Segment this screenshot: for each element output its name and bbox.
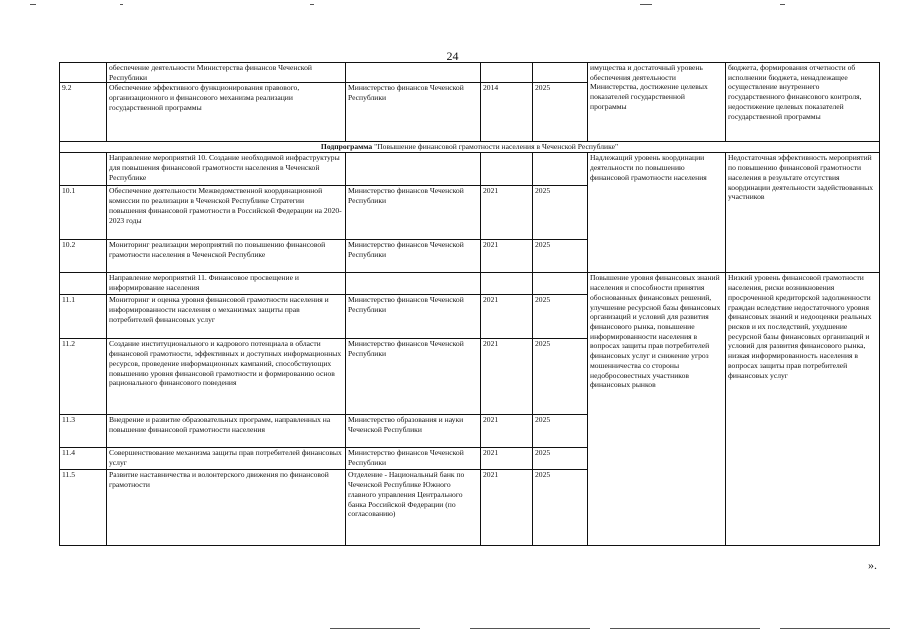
subprogram-row <box>60 142 880 153</box>
cell-measure: Обеспечение эффективного функционирования правового, организационного и финансового механизма реализации государственной программы <box>107 83 346 142</box>
cell-number: 11.1 <box>60 295 107 339</box>
cell-start-year: 2021 <box>481 470 533 546</box>
cell-direction: Направление мероприятий 10. Создание необходимой инфраструктуры для повышения финансовой грамотности населения в Чеченской Республике <box>107 153 346 186</box>
cell-end-year <box>533 153 588 186</box>
cell-number: 10.2 <box>60 240 107 273</box>
cell-start-year: 2021 <box>481 240 533 273</box>
cell-end-year: 2025 <box>533 83 588 142</box>
cell-start-year: 2021 <box>481 448 533 470</box>
cell-measure: Создание институционального и кадрового потенциала в области финансовой грамотности, эффективных и доступных информационных ресурсов, проведение информационных кампаний, способствующих повышению уровня финансовой грамотности и формированию основ рационального финансового поведения <box>107 339 346 415</box>
cell-executor <box>346 63 481 83</box>
cell-number <box>60 153 107 186</box>
table-row <box>60 153 880 186</box>
cell-risk: бюджета, формирования отчетности об исполнении бюджета, ненадлежащее осуществление внутреннего государственного финансового контроля, недостижение целевых показателей государственной программы <box>726 63 880 142</box>
cell-executor: Министерство финансов Чеченской Республики <box>346 339 481 415</box>
cell-measure: Развитие наставничества и волонтерского движения по финансовой грамотности <box>107 470 346 546</box>
cell-number: 10.1 <box>60 186 107 240</box>
cell-measure: Совершенствование механизма защиты прав потребителей финансовых услуг <box>107 448 346 470</box>
cell-end-year: 2025 <box>533 186 588 240</box>
cell-number <box>60 63 107 83</box>
cell-executor: Министерство образования и науки Чеченской Республики <box>346 415 481 448</box>
cell-measure: Внедрение и развитие образовательных программ, направленных на повышение финансовой грамотности населения <box>107 415 346 448</box>
scan-noise-top <box>0 4 905 10</box>
cell-end-year: 2025 <box>533 339 588 415</box>
cell-start-year: 2021 <box>481 339 533 415</box>
scan-noise-bottom <box>0 628 905 634</box>
cell-number: 9.2 <box>60 83 107 142</box>
subprogram-label: Подпрограмма <box>320 142 373 152</box>
cell-start-year: 2021 <box>481 415 533 448</box>
cell-end-year: 2025 <box>533 470 588 546</box>
cell-executor: Отделение - Национальный банк по Чеченской Республике Южного главного управления Центрального банка Российской Федерации (по согласованию) <box>346 470 481 546</box>
cell-start-year: 2014 <box>481 83 533 142</box>
cell-expected-result: Надлежащий уровень координации деятельности по повышению финансовой грамотности населения <box>588 153 726 273</box>
cell-direction: Направление мероприятий 11. Финансовое просвещение и информирование населения <box>107 273 346 295</box>
cell-executor <box>346 273 481 295</box>
cell-number: 11.2 <box>60 339 107 415</box>
cell-expected-result: имущества и достаточный уровень обеспечения деятельности Министерства, достижение целевых показателей государственной программы <box>588 63 726 142</box>
cell-end-year <box>533 273 588 295</box>
cell-expected-result: Повышение уровня финансовых знаний населения и способности принятия обоснованных финансовых решений, улучшение ресурсной базы финансовых организаций и условий для развития финансового рынка, повышение информированности населения в вопросах защиты прав потребителей финансовых услуг и снижение угроз мошенничества со стороны недобросовестных участников финансовых рынков <box>588 273 726 546</box>
cell-number: 11.4 <box>60 448 107 470</box>
closing-quote-mark: ». <box>868 558 877 572</box>
cell-executor: Министерство финансов Чеченской Республики <box>346 240 481 273</box>
table-row <box>60 273 880 295</box>
program-table <box>59 62 880 546</box>
cell-risk: Низкий уровень финансовой грамотности населения, риски возникновения просроченной кредиторской задолженности граждан вследствие недостаточного уровня финансовых знаний и недооценки реальных рисков и их последствий, ухудшение ресурсной базы финансовых организаций и условий для развития финансового рынка, низкая информированность населения в вопросах защиты прав потребителей финансовых услуг <box>726 273 880 546</box>
cell-measure: Мониторинг и оценка уровня финансовой грамотности населения и информированности населения о механизмах защиты прав потребителей финансовых услуг <box>107 295 346 339</box>
cell-executor: Министерство финансов Чеченской Республики <box>346 83 481 142</box>
cell-number <box>60 273 107 295</box>
page-number: 24 <box>446 49 459 63</box>
subprogram-name: "Повышение финансовой грамотности населения в Чеченской Республике" <box>372 142 619 152</box>
table-row <box>60 63 880 83</box>
cell-measure: Мониторинг реализации мероприятий по повышению финансовой грамотности населения в Чеченской Республике <box>107 240 346 273</box>
cell-start-year <box>481 273 533 295</box>
cell-measure: обеспечение деятельности Министерства финансов Чеченской Республики <box>107 63 346 83</box>
cell-end-year: 2025 <box>533 415 588 448</box>
cell-end-year <box>533 63 588 83</box>
cell-measure: Обеспечение деятельности Межведомственной координационной комиссии по реализации в Чеченской Республике Стратегии повышения финансовой грамотности в Российской Федерации на 2020-2023 годы <box>107 186 346 240</box>
cell-executor: Министерство финансов Чеченской Республики <box>346 295 481 339</box>
cell-start-year: 2021 <box>481 295 533 339</box>
cell-executor: Министерство финансов Чеченской Республики <box>346 448 481 470</box>
subprogram-title <box>60 142 880 153</box>
cell-risk: Недостаточная эффективность мероприятий по повышению финансовой грамотности населения в результате отсутствия координации деятельности задействованных участников <box>726 153 880 273</box>
cell-end-year: 2025 <box>533 240 588 273</box>
cell-number: 11.5 <box>60 470 107 546</box>
cell-start-year <box>481 63 533 83</box>
cell-number: 11.3 <box>60 415 107 448</box>
cell-executor: Министерство финансов Чеченской Республики <box>346 186 481 240</box>
cell-end-year: 2025 <box>533 295 588 339</box>
cell-end-year: 2025 <box>533 448 588 470</box>
cell-start-year: 2021 <box>481 186 533 240</box>
cell-start-year <box>481 153 533 186</box>
cell-executor <box>346 153 481 186</box>
